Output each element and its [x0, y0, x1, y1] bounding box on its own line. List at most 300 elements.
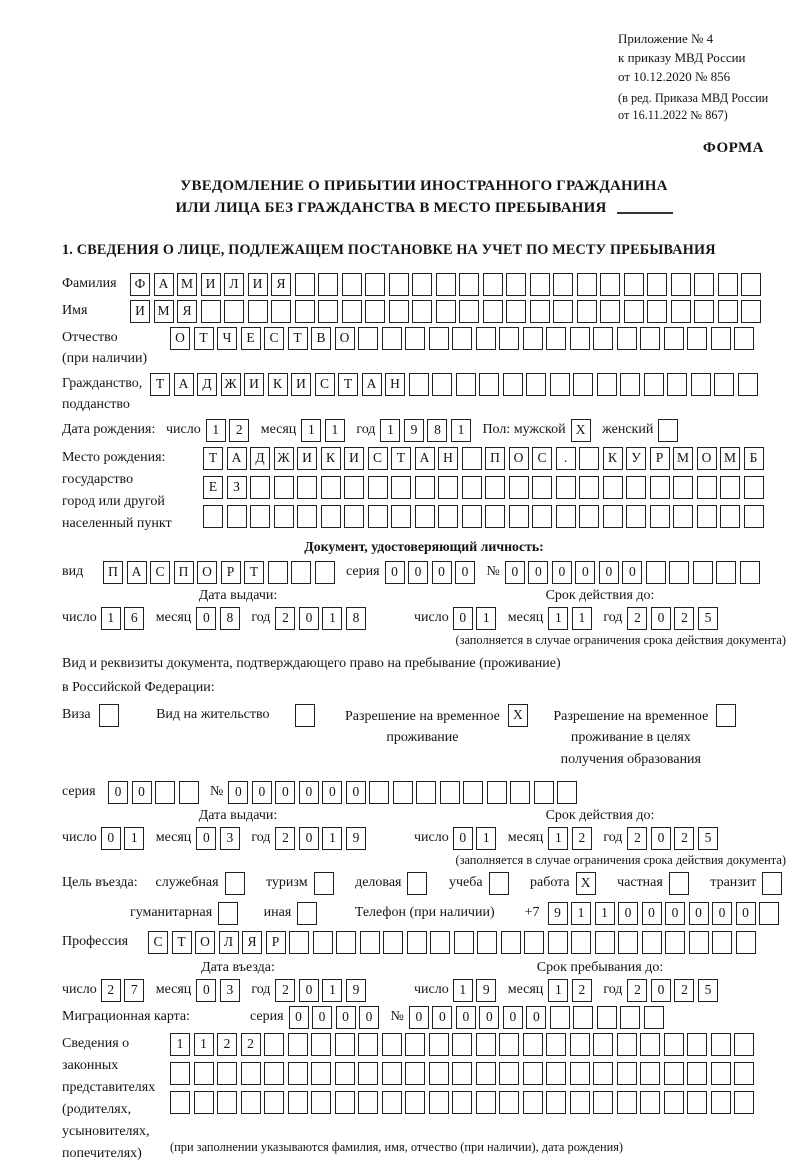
char-cell[interactable]: [344, 476, 364, 499]
char-cell[interactable]: А: [227, 447, 247, 470]
char-cell[interactable]: 1: [548, 979, 568, 1002]
char-cell[interactable]: [620, 373, 640, 396]
char-cell[interactable]: [462, 476, 482, 499]
char-cell[interactable]: [315, 561, 335, 584]
char-cell[interactable]: [335, 1062, 355, 1085]
char-cell[interactable]: [407, 872, 427, 895]
char-cell[interactable]: [459, 273, 479, 296]
char-cell[interactable]: [314, 872, 334, 895]
char-cell[interactable]: [526, 373, 546, 396]
char-cell[interactable]: [288, 1091, 308, 1114]
char-cell[interactable]: [597, 1006, 617, 1029]
char-cell[interactable]: [241, 1062, 261, 1085]
char-cell[interactable]: [618, 931, 638, 954]
char-cell[interactable]: [711, 1033, 731, 1056]
char-cell[interactable]: Л: [219, 931, 239, 954]
char-cell[interactable]: [368, 505, 388, 528]
char-cell[interactable]: 9: [404, 419, 424, 442]
char-cell[interactable]: [673, 505, 693, 528]
char-cell[interactable]: 1: [206, 419, 226, 442]
char-cell[interactable]: 2: [101, 979, 121, 1002]
char-cell[interactable]: 0: [409, 1006, 429, 1029]
char-cell[interactable]: 1: [380, 419, 400, 442]
char-cell[interactable]: [736, 931, 756, 954]
char-cell[interactable]: [382, 327, 402, 350]
char-cell[interactable]: П: [103, 561, 123, 584]
char-cell[interactable]: С: [315, 373, 335, 396]
char-cell[interactable]: 2: [627, 979, 647, 1002]
char-cell[interactable]: Т: [172, 931, 192, 954]
char-cell[interactable]: [412, 273, 432, 296]
char-cell[interactable]: [485, 476, 505, 499]
char-cell[interactable]: [644, 1006, 664, 1029]
char-cell[interactable]: 7: [124, 979, 144, 1002]
char-cell[interactable]: [452, 1033, 472, 1056]
char-cell[interactable]: [546, 327, 566, 350]
char-cell[interactable]: К: [603, 447, 623, 470]
char-cell[interactable]: [640, 327, 660, 350]
char-cell[interactable]: [667, 373, 687, 396]
char-cell[interactable]: [358, 1062, 378, 1085]
char-cell[interactable]: [714, 373, 734, 396]
char-cell[interactable]: 2: [217, 1033, 237, 1056]
char-cell[interactable]: [440, 781, 460, 804]
char-cell[interactable]: 1: [595, 902, 615, 925]
char-cell[interactable]: И: [130, 300, 150, 323]
char-cell[interactable]: X: [571, 419, 591, 442]
char-cell[interactable]: [462, 505, 482, 528]
char-cell[interactable]: [227, 505, 247, 528]
char-cell[interactable]: 0: [101, 827, 121, 850]
char-cell[interactable]: [483, 300, 503, 323]
char-cell[interactable]: 0: [432, 1006, 452, 1029]
char-cell[interactable]: [429, 1033, 449, 1056]
char-cell[interactable]: [311, 1033, 331, 1056]
char-cell[interactable]: [438, 505, 458, 528]
char-cell[interactable]: [452, 327, 472, 350]
char-cell[interactable]: [335, 1033, 355, 1056]
char-cell[interactable]: [734, 1033, 754, 1056]
char-cell[interactable]: [405, 1033, 425, 1056]
char-cell[interactable]: [369, 781, 389, 804]
char-cell[interactable]: [626, 505, 646, 528]
char-cell[interactable]: [365, 300, 385, 323]
char-cell[interactable]: [524, 931, 544, 954]
char-cell[interactable]: [546, 1091, 566, 1114]
char-cell[interactable]: [405, 1091, 425, 1114]
char-cell[interactable]: [593, 1091, 613, 1114]
char-cell[interactable]: 0: [453, 607, 473, 630]
char-cell[interactable]: 1: [548, 607, 568, 630]
char-cell[interactable]: [479, 373, 499, 396]
char-cell[interactable]: [344, 505, 364, 528]
char-cell[interactable]: [550, 1006, 570, 1029]
char-cell[interactable]: 0: [528, 561, 548, 584]
char-cell[interactable]: 9: [346, 979, 366, 1002]
char-cell[interactable]: [274, 505, 294, 528]
char-cell[interactable]: [711, 1062, 731, 1085]
char-cell[interactable]: [476, 1033, 496, 1056]
char-cell[interactable]: [391, 476, 411, 499]
char-cell[interactable]: [391, 505, 411, 528]
char-cell[interactable]: Р: [650, 447, 670, 470]
char-cell[interactable]: [429, 1062, 449, 1085]
char-cell[interactable]: [405, 327, 425, 350]
char-cell[interactable]: [718, 273, 738, 296]
char-cell[interactable]: [510, 781, 530, 804]
char-cell[interactable]: [658, 419, 678, 442]
char-cell[interactable]: 0: [385, 561, 405, 584]
char-cell[interactable]: Д: [250, 447, 270, 470]
char-cell[interactable]: 0: [196, 979, 216, 1002]
char-cell[interactable]: [571, 931, 591, 954]
char-cell[interactable]: [689, 931, 709, 954]
char-cell[interactable]: [687, 1062, 707, 1085]
char-cell[interactable]: [546, 1033, 566, 1056]
char-cell[interactable]: [487, 781, 507, 804]
char-cell[interactable]: А: [127, 561, 147, 584]
char-cell[interactable]: 0: [618, 902, 638, 925]
char-cell[interactable]: [532, 505, 552, 528]
char-cell[interactable]: 0: [479, 1006, 499, 1029]
char-cell[interactable]: Ч: [217, 327, 237, 350]
char-cell[interactable]: Т: [244, 561, 264, 584]
char-cell[interactable]: 0: [651, 827, 671, 850]
char-cell[interactable]: [268, 561, 288, 584]
char-cell[interactable]: 2: [674, 607, 694, 630]
char-cell[interactable]: Т: [194, 327, 214, 350]
char-cell[interactable]: [463, 781, 483, 804]
char-cell[interactable]: [225, 872, 245, 895]
char-cell[interactable]: А: [174, 373, 194, 396]
char-cell[interactable]: 2: [229, 419, 249, 442]
char-cell[interactable]: [694, 300, 714, 323]
char-cell[interactable]: [523, 1062, 543, 1085]
char-cell[interactable]: 0: [289, 1006, 309, 1029]
char-cell[interactable]: [499, 1091, 519, 1114]
char-cell[interactable]: 0: [432, 561, 452, 584]
char-cell[interactable]: И: [344, 447, 364, 470]
char-cell[interactable]: [335, 1091, 355, 1114]
char-cell[interactable]: [523, 1033, 543, 1056]
char-cell[interactable]: [711, 327, 731, 350]
char-cell[interactable]: 0: [503, 1006, 523, 1029]
char-cell[interactable]: [647, 273, 667, 296]
char-cell[interactable]: 1: [548, 827, 568, 850]
char-cell[interactable]: [741, 273, 761, 296]
char-cell[interactable]: [382, 1033, 402, 1056]
char-cell[interactable]: А: [362, 373, 382, 396]
char-cell[interactable]: Я: [271, 273, 291, 296]
char-cell[interactable]: Ж: [221, 373, 241, 396]
char-cell[interactable]: [342, 273, 362, 296]
char-cell[interactable]: 0: [651, 979, 671, 1002]
char-cell[interactable]: [382, 1091, 402, 1114]
char-cell[interactable]: 0: [736, 902, 756, 925]
char-cell[interactable]: [358, 1091, 378, 1114]
char-cell[interactable]: 9: [346, 827, 366, 850]
char-cell[interactable]: [407, 931, 427, 954]
char-cell[interactable]: [194, 1091, 214, 1114]
char-cell[interactable]: [509, 505, 529, 528]
char-cell[interactable]: [170, 1062, 190, 1085]
char-cell[interactable]: 1: [124, 827, 144, 850]
char-cell[interactable]: [570, 1033, 590, 1056]
char-cell[interactable]: [295, 704, 315, 727]
char-cell[interactable]: [664, 1091, 684, 1114]
char-cell[interactable]: [556, 505, 576, 528]
char-cell[interactable]: И: [291, 373, 311, 396]
char-cell[interactable]: [436, 300, 456, 323]
char-cell[interactable]: [452, 1091, 472, 1114]
char-cell[interactable]: К: [321, 447, 341, 470]
char-cell[interactable]: [155, 781, 175, 804]
char-cell[interactable]: С: [264, 327, 284, 350]
char-cell[interactable]: [501, 931, 521, 954]
char-cell[interactable]: [459, 300, 479, 323]
char-cell[interactable]: [499, 1033, 519, 1056]
char-cell[interactable]: М: [177, 273, 197, 296]
char-cell[interactable]: И: [297, 447, 317, 470]
char-cell[interactable]: [617, 327, 637, 350]
char-cell[interactable]: [593, 327, 613, 350]
char-cell[interactable]: [311, 1062, 331, 1085]
char-cell[interactable]: Я: [242, 931, 262, 954]
char-cell[interactable]: [415, 505, 435, 528]
char-cell[interactable]: Е: [203, 476, 223, 499]
char-cell[interactable]: X: [508, 704, 528, 727]
char-cell[interactable]: [570, 1091, 590, 1114]
char-cell[interactable]: [358, 1033, 378, 1056]
char-cell[interactable]: [617, 1091, 637, 1114]
char-cell[interactable]: [297, 902, 317, 925]
char-cell[interactable]: [556, 476, 576, 499]
char-cell[interactable]: 0: [346, 781, 366, 804]
char-cell[interactable]: [389, 273, 409, 296]
char-cell[interactable]: [579, 505, 599, 528]
char-cell[interactable]: [224, 300, 244, 323]
char-cell[interactable]: [416, 781, 436, 804]
char-cell[interactable]: [573, 1006, 593, 1029]
char-cell[interactable]: А: [154, 273, 174, 296]
char-cell[interactable]: [405, 1062, 425, 1085]
char-cell[interactable]: 0: [526, 1006, 546, 1029]
char-cell[interactable]: 0: [228, 781, 248, 804]
char-cell[interactable]: [509, 476, 529, 499]
char-cell[interactable]: [671, 300, 691, 323]
char-cell[interactable]: Т: [288, 327, 308, 350]
char-cell[interactable]: 0: [275, 781, 295, 804]
char-cell[interactable]: [664, 1062, 684, 1085]
char-cell[interactable]: 0: [252, 781, 272, 804]
char-cell[interactable]: О: [170, 327, 190, 350]
char-cell[interactable]: 0: [336, 1006, 356, 1029]
char-cell[interactable]: [201, 300, 221, 323]
char-cell[interactable]: 2: [627, 607, 647, 630]
char-cell[interactable]: [336, 931, 356, 954]
char-cell[interactable]: [570, 1062, 590, 1085]
char-cell[interactable]: 1: [322, 827, 342, 850]
char-cell[interactable]: [291, 561, 311, 584]
char-cell[interactable]: [546, 1062, 566, 1085]
char-cell[interactable]: [412, 300, 432, 323]
char-cell[interactable]: [534, 781, 554, 804]
char-cell[interactable]: 5: [698, 979, 718, 1002]
char-cell[interactable]: [360, 931, 380, 954]
char-cell[interactable]: 1: [322, 607, 342, 630]
char-cell[interactable]: [485, 505, 505, 528]
char-cell[interactable]: 0: [299, 781, 319, 804]
char-cell[interactable]: Р: [266, 931, 286, 954]
char-cell[interactable]: 0: [322, 781, 342, 804]
char-cell[interactable]: 0: [505, 561, 525, 584]
char-cell[interactable]: [603, 476, 623, 499]
char-cell[interactable]: [383, 931, 403, 954]
char-cell[interactable]: [740, 561, 760, 584]
char-cell[interactable]: С: [148, 931, 168, 954]
char-cell[interactable]: И: [244, 373, 264, 396]
char-cell[interactable]: [503, 373, 523, 396]
char-cell[interactable]: [218, 902, 238, 925]
char-cell[interactable]: 5: [698, 607, 718, 630]
char-cell[interactable]: 0: [312, 1006, 332, 1029]
char-cell[interactable]: [318, 300, 338, 323]
char-cell[interactable]: [393, 781, 413, 804]
char-cell[interactable]: [697, 476, 717, 499]
char-cell[interactable]: [297, 476, 317, 499]
char-cell[interactable]: 0: [455, 561, 475, 584]
char-cell[interactable]: [452, 1062, 472, 1085]
char-cell[interactable]: [264, 1091, 284, 1114]
char-cell[interactable]: [640, 1062, 660, 1085]
char-cell[interactable]: [665, 931, 685, 954]
char-cell[interactable]: X: [576, 872, 596, 895]
char-cell[interactable]: [311, 1091, 331, 1114]
char-cell[interactable]: [99, 704, 119, 727]
char-cell[interactable]: 0: [453, 827, 473, 850]
char-cell[interactable]: [217, 1062, 237, 1085]
char-cell[interactable]: [579, 447, 599, 470]
char-cell[interactable]: 2: [572, 827, 592, 850]
char-cell[interactable]: [669, 561, 689, 584]
char-cell[interactable]: [600, 300, 620, 323]
char-cell[interactable]: [506, 273, 526, 296]
char-cell[interactable]: [617, 1062, 637, 1085]
char-cell[interactable]: 2: [275, 979, 295, 1002]
char-cell[interactable]: [603, 505, 623, 528]
char-cell[interactable]: [295, 273, 315, 296]
char-cell[interactable]: [241, 1091, 261, 1114]
char-cell[interactable]: М: [154, 300, 174, 323]
char-cell[interactable]: [642, 931, 662, 954]
char-cell[interactable]: [523, 327, 543, 350]
char-cell[interactable]: [499, 1062, 519, 1085]
char-cell[interactable]: Т: [203, 447, 223, 470]
char-cell[interactable]: [342, 300, 362, 323]
char-cell[interactable]: [664, 1033, 684, 1056]
char-cell[interactable]: [718, 300, 738, 323]
char-cell[interactable]: [476, 327, 496, 350]
char-cell[interactable]: 0: [299, 607, 319, 630]
char-cell[interactable]: З: [227, 476, 247, 499]
char-cell[interactable]: Е: [241, 327, 261, 350]
char-cell[interactable]: 0: [575, 561, 595, 584]
char-cell[interactable]: [264, 1062, 284, 1085]
char-cell[interactable]: [250, 476, 270, 499]
char-cell[interactable]: 0: [665, 902, 685, 925]
char-cell[interactable]: [250, 505, 270, 528]
char-cell[interactable]: [673, 476, 693, 499]
char-cell[interactable]: Ф: [130, 273, 150, 296]
char-cell[interactable]: [489, 872, 509, 895]
char-cell[interactable]: [274, 476, 294, 499]
char-cell[interactable]: 0: [689, 902, 709, 925]
char-cell[interactable]: К: [268, 373, 288, 396]
char-cell[interactable]: С: [368, 447, 388, 470]
char-cell[interactable]: 0: [359, 1006, 379, 1029]
char-cell[interactable]: [664, 327, 684, 350]
char-cell[interactable]: 3: [220, 827, 240, 850]
char-cell[interactable]: [321, 505, 341, 528]
char-cell[interactable]: [476, 1091, 496, 1114]
char-cell[interactable]: Т: [150, 373, 170, 396]
char-cell[interactable]: [409, 373, 429, 396]
char-cell[interactable]: [476, 1062, 496, 1085]
char-cell[interactable]: 1: [476, 607, 496, 630]
char-cell[interactable]: Т: [391, 447, 411, 470]
char-cell[interactable]: 0: [712, 902, 732, 925]
char-cell[interactable]: П: [485, 447, 505, 470]
char-cell[interactable]: [693, 561, 713, 584]
char-cell[interactable]: [720, 505, 740, 528]
char-cell[interactable]: [712, 931, 732, 954]
char-cell[interactable]: [506, 300, 526, 323]
char-cell[interactable]: [738, 373, 758, 396]
char-cell[interactable]: [295, 300, 315, 323]
char-cell[interactable]: [289, 931, 309, 954]
char-cell[interactable]: [640, 1091, 660, 1114]
char-cell[interactable]: 0: [622, 561, 642, 584]
char-cell[interactable]: А: [415, 447, 435, 470]
char-cell[interactable]: [530, 300, 550, 323]
char-cell[interactable]: [456, 373, 476, 396]
char-cell[interactable]: [720, 476, 740, 499]
char-cell[interactable]: [288, 1033, 308, 1056]
char-cell[interactable]: 2: [674, 979, 694, 1002]
char-cell[interactable]: 0: [299, 979, 319, 1002]
char-cell[interactable]: 0: [552, 561, 572, 584]
char-cell[interactable]: 1: [572, 607, 592, 630]
char-cell[interactable]: [203, 505, 223, 528]
char-cell[interactable]: [170, 1091, 190, 1114]
char-cell[interactable]: [687, 1091, 707, 1114]
char-cell[interactable]: [687, 327, 707, 350]
char-cell[interactable]: [430, 931, 450, 954]
char-cell[interactable]: [626, 476, 646, 499]
char-cell[interactable]: [595, 931, 615, 954]
char-cell[interactable]: [264, 1033, 284, 1056]
char-cell[interactable]: 2: [674, 827, 694, 850]
char-cell[interactable]: 2: [627, 827, 647, 850]
char-cell[interactable]: 3: [220, 979, 240, 1002]
char-cell[interactable]: [248, 300, 268, 323]
char-cell[interactable]: [313, 931, 333, 954]
char-cell[interactable]: Р: [221, 561, 241, 584]
char-cell[interactable]: 0: [299, 827, 319, 850]
char-cell[interactable]: О: [509, 447, 529, 470]
char-cell[interactable]: [438, 476, 458, 499]
char-cell[interactable]: 2: [241, 1033, 261, 1056]
